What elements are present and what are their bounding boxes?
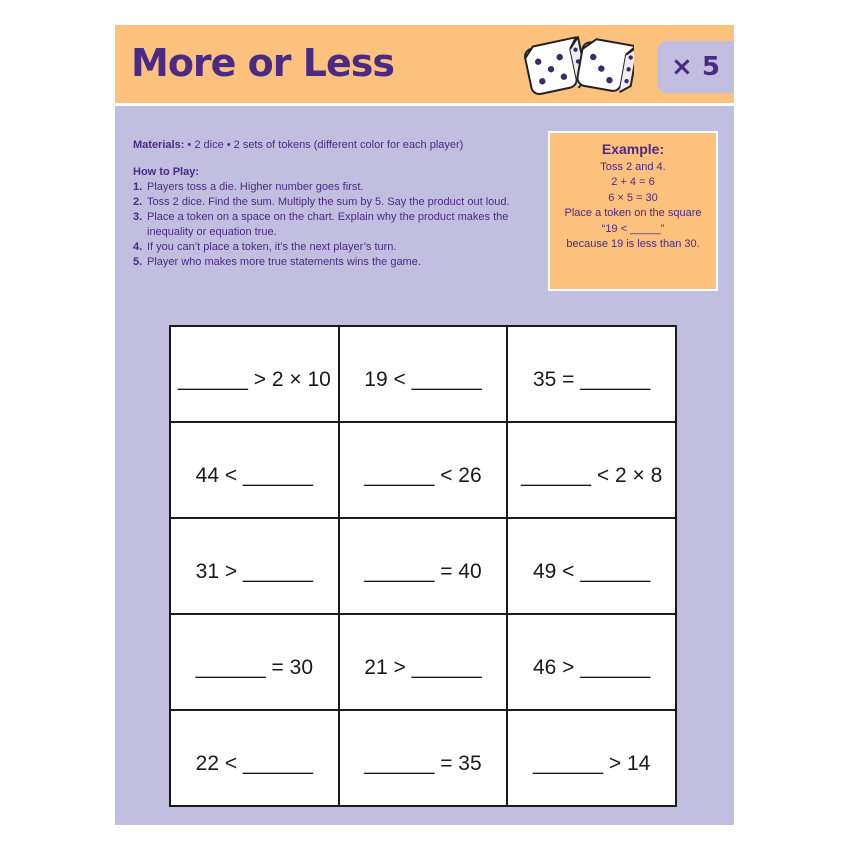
step-3 — [133, 210, 543, 240]
board-cell[interactable]: 35 = ______ — [508, 327, 677, 423]
step-text: Place a token on a space on the chart. Explain why the product makes the inequality or equation true. — [147, 211, 509, 238]
die-right — [576, 37, 634, 94]
how-to-play-label: How to Play: — [133, 166, 200, 178]
board-cell[interactable]: 21 > ______ — [340, 615, 509, 711]
example-box — [548, 131, 718, 291]
board-cell[interactable]: ______ = 40 — [340, 519, 509, 615]
step-number: 5. — [133, 256, 143, 268]
board-cell[interactable]: ______ = 35 — [340, 711, 509, 807]
materials-line — [133, 138, 543, 153]
example-line: 2 + 4 = 6 — [611, 176, 655, 188]
step-5 — [133, 255, 543, 270]
board-cell[interactable]: ______ < 26 — [340, 423, 509, 519]
example-line: 6 × 5 = 30 — [608, 191, 658, 204]
step-1 — [133, 180, 543, 195]
dice-icon — [522, 35, 634, 101]
board-cell[interactable]: 19 < ______ — [340, 327, 509, 423]
board-cell[interactable]: 46 > ______ — [508, 615, 677, 711]
step-text: Player who makes more true statements wins the game. — [147, 256, 421, 268]
board-cell[interactable]: 22 < ______ — [171, 711, 340, 807]
board-cell[interactable]: ______ > 2 × 10 — [171, 327, 340, 423]
step-number: 3. — [133, 211, 143, 223]
example-line: Place a token on the square — [564, 207, 702, 219]
step-text: Toss 2 dice. Find the sum. Multiply the sum by 5. Say the product out loud. — [147, 196, 510, 208]
example-line: “19 < _____” — [601, 222, 665, 235]
board-cell[interactable]: ______ > 14 — [508, 711, 677, 807]
step-number: 2. — [133, 196, 143, 208]
header-bar — [115, 25, 734, 103]
board-cell[interactable]: ______ = 30 — [171, 615, 340, 711]
step-4 — [133, 240, 543, 255]
example-line: because 19 is less than 30. — [566, 238, 700, 250]
worksheet — [115, 25, 734, 825]
header-divider — [115, 103, 734, 106]
step-2 — [133, 195, 543, 210]
example-line: Toss 2 and 4. — [600, 160, 666, 173]
multiplier-badge: × 5 — [657, 41, 734, 93]
board-cell[interactable]: 49 < ______ — [508, 519, 677, 615]
materials-text: • 2 dice • 2 sets of tokens (different color for each player) — [187, 139, 464, 151]
step-number: 1. — [133, 181, 143, 193]
step-number: 4. — [133, 241, 143, 253]
materials-label: Materials: — [133, 139, 185, 151]
board-cell[interactable]: ______ < 2 × 8 — [508, 423, 677, 519]
board-cell[interactable]: 44 < ______ — [171, 423, 340, 519]
board-cell[interactable]: 31 > ______ — [171, 519, 340, 615]
step-text: If you can’t place a token, it’s the next player’s turn. — [147, 241, 397, 253]
example-title: Example: — [601, 141, 665, 157]
instructions — [133, 138, 543, 270]
step-text: Players toss a die. Higher number goes first. — [147, 181, 364, 193]
game-board — [169, 325, 677, 807]
page-title: More or Less — [131, 41, 394, 85]
